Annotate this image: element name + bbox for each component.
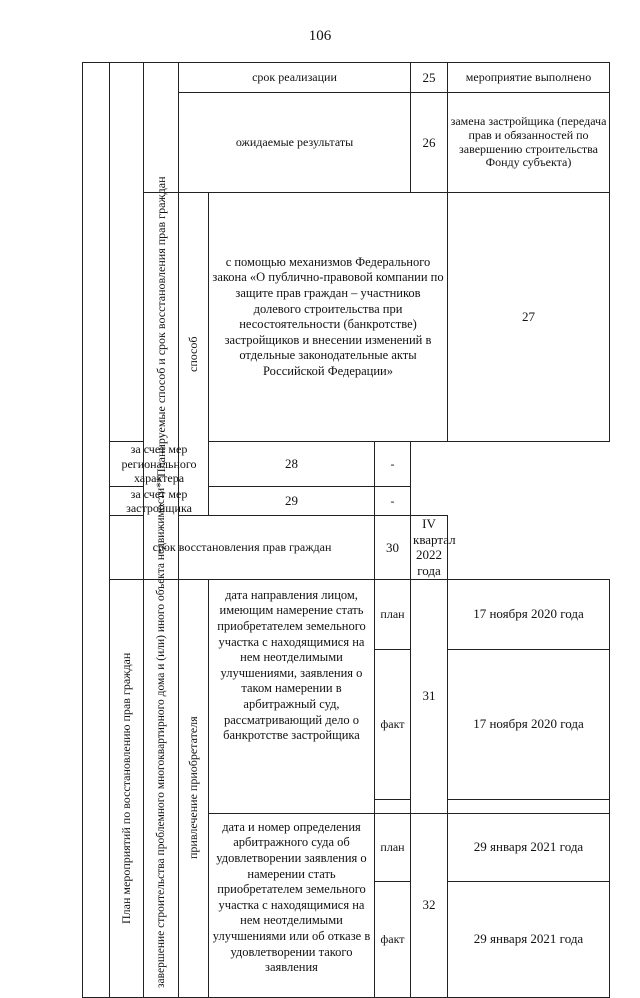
zavershenie-label: завершение строительства проблемного многоквартирного дома и (или) иного объекта недвижимости** — [154, 476, 167, 989]
table-row — [83, 63, 610, 93]
row-26-result: замена застройщика (передача прав и обязанностей по завершению строительства Фонду субъекта) — [448, 93, 610, 193]
plan-group-label-cell — [110, 579, 144, 997]
row-31-number: 31 — [411, 579, 448, 813]
privlechenie-label: привлечение приобретателя — [186, 716, 200, 860]
sposob-group-label: Планируемые способ и срок восстановления прав граждан — [153, 176, 168, 477]
row-26-number: 26 — [411, 93, 448, 193]
row-32-plan-value: 29 января 2021 года — [448, 813, 610, 881]
row-31-label: дата направления лицом, имеющим намерение стать приобретателем земельного участка с находящимися на нем неотделимыми улучшениями, заявления о таком намерении в арбитражный суд, рассматривающий дело о банкротстве застройщика — [209, 579, 375, 813]
row-30-number: 30 — [375, 516, 411, 579]
row-28-number: 28 — [209, 442, 375, 486]
table-row — [83, 579, 610, 649]
table-row — [83, 193, 610, 442]
row-27-number: 27 — [448, 193, 610, 442]
outer-left-cell — [83, 63, 110, 998]
row-25-result: мероприятие выполнено — [448, 63, 610, 93]
page-number: 106 — [308, 28, 332, 44]
row-25-number: 25 — [411, 63, 448, 93]
privlechenie-label-cell — [179, 579, 209, 997]
row-32-label: дата и номер определения арбитражного суда об удовлетворении заявления о намерении стать приобретателем земельного участка с находящимися на нем неотделимыми улучшениями или об отказе в удовлетворении такого заявления — [209, 813, 375, 997]
row-32-number: 32 — [411, 813, 448, 997]
measures-table — [82, 62, 610, 998]
sposob-label: способ — [186, 336, 200, 372]
row-28-result: - — [375, 442, 411, 486]
row-30-result: IV квартал 2022 года — [411, 516, 448, 579]
row-31-spacer-b — [448, 799, 610, 813]
row-29-label: за счет мер застройщика — [110, 486, 209, 516]
row-31-plan-value: 17 ноября 2020 года — [448, 579, 610, 649]
row-31-fakt: факт — [375, 649, 411, 799]
row-29-result: - — [375, 486, 411, 516]
row-29-number: 29 — [209, 486, 375, 516]
plan-group-label: План мероприятий по восстановлению прав граждан — [119, 652, 133, 924]
blank-group-cell — [110, 63, 144, 442]
row-31-spacer-a — [375, 799, 411, 813]
row-27-label: с помощью механизмов Федерального закона «О публично-правовой компании по защите прав граждан – участников долевого строительства при несостоятельности (банкротстве) застройщиков и внесении изменений в отдельные законодательные акты Российской Федерации» — [209, 193, 448, 442]
row-31-fakt-value: 17 ноября 2020 года — [448, 649, 610, 799]
row-32-fakt: факт — [375, 881, 411, 997]
row-32-plan: план — [375, 813, 411, 881]
blank-subgroup-cell — [144, 63, 179, 193]
row-30-label: срок восстановления прав граждан — [110, 516, 375, 579]
row-28-label: за счет мер регионального характера — [110, 442, 209, 486]
row-32-fakt-value: 29 января 2021 года — [448, 881, 610, 997]
row-25-label: срок реализации — [179, 63, 411, 93]
row-31-plan: план — [375, 579, 411, 649]
row-26-label: ожидаемые результаты — [179, 93, 411, 193]
